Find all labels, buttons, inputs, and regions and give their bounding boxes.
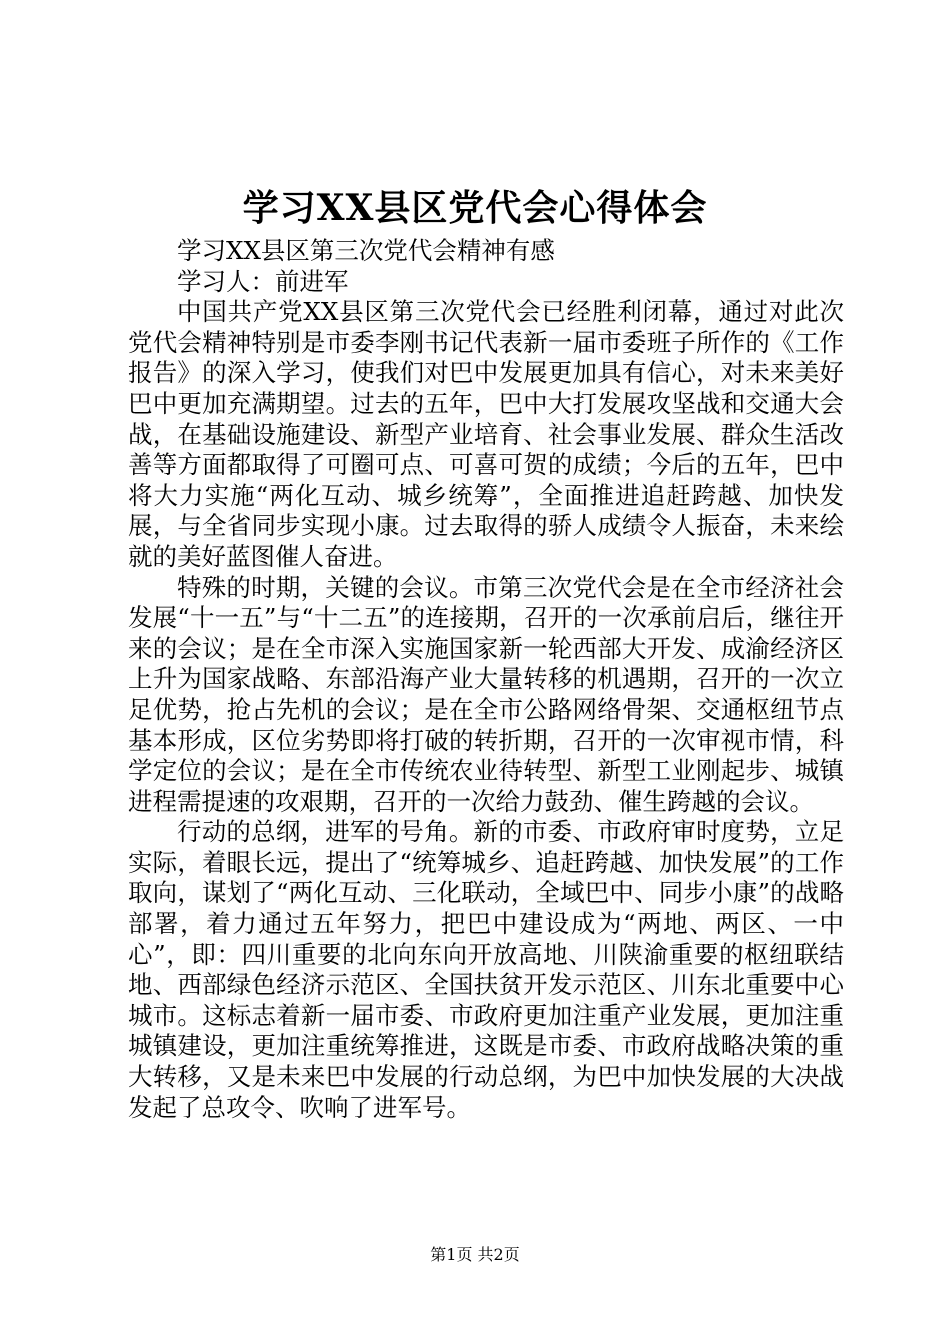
document-title: 学习XX县区党代会心得体会	[242, 187, 708, 229]
page-number-footer: 第1页 共2页	[430, 1245, 520, 1264]
body-paragraph: 特殊的时期，关键的会议。市第三次党代会是在全市经济社会发展“十一五”与“十二五”的连接期，召开的一次承前启后，继往开来的会议；是在全市深入实施国家新一轮西部大开发、成渝经济区上升为国家战略、东部沿海产业大量转移的机遇期，召开的一次立足优势，抢占先机的会议；是在全市公路网络骨架、交通枢纽节点基本形成，区位劣势即将打破的转折期，召开的一次审视市情，科学定位的会议；是在全市传统农业待转型、新型工业刚起步、城镇进程需提速的攻艰期，召开的一次给力鼓劲、催生跨越的会议。	[128, 572, 844, 816]
subtitle-paragraph: 学习XX县区第三次党代会精神有感	[177, 236, 555, 265]
body-paragraph: 中国共产党XX县区第三次党代会已经胜利闭幕，通过对此次党代会精神特别是市委李刚书记代表新一届市委班子所作的《工作报告》的深入学习，使我们对巴中发展更加具有信心，对未来美好巴中更加充满期望。过去的五年，巴中大打发展攻坚战和交通大会战，在基础设施建设、新型产业培育、社会事业发展、群众生活改善等方面都取得了可圈可点、可喜可贺的成绩；今后的五年，巴中将大力实施“两化互动、城乡统筹”，全面推进追赶跨越、加快发展，与全省同步实现小康。过去取得的骄人成绩令人振奋，未来绘就的美好蓝图催人奋进。	[128, 297, 844, 571]
author-paragraph: 学习人：前进军	[177, 266, 349, 296]
document-body	[128, 236, 844, 1123]
body-paragraph: 行动的总纲，进军的号角。新的市委、市政府审时度势，立足实际，着眼长远，提出了“统筹城乡、追赶跨越、加快发展”的工作取向，谋划了“两化互动、三化联动，全域巴中、同步小康”的战略部署，着力通过五年努力，把巴中建设成为“两地、两区、一中心”，即：四川重要的北向东向开放高地、川陕渝重要的枢纽联结地、西部绿色经济示范区、全国扶贫开发示范区、川东北重要中心城市。这标志着新一届市委、市政府更加注重产业发展，更加注重城镇建设，更加注重统筹推进，这既是市委、市政府战略决策的重大转移，又是未来巴中发展的行动总纲，为巴中加快发展的大决战发起了总攻令、吹响了进军号。	[128, 817, 844, 1122]
